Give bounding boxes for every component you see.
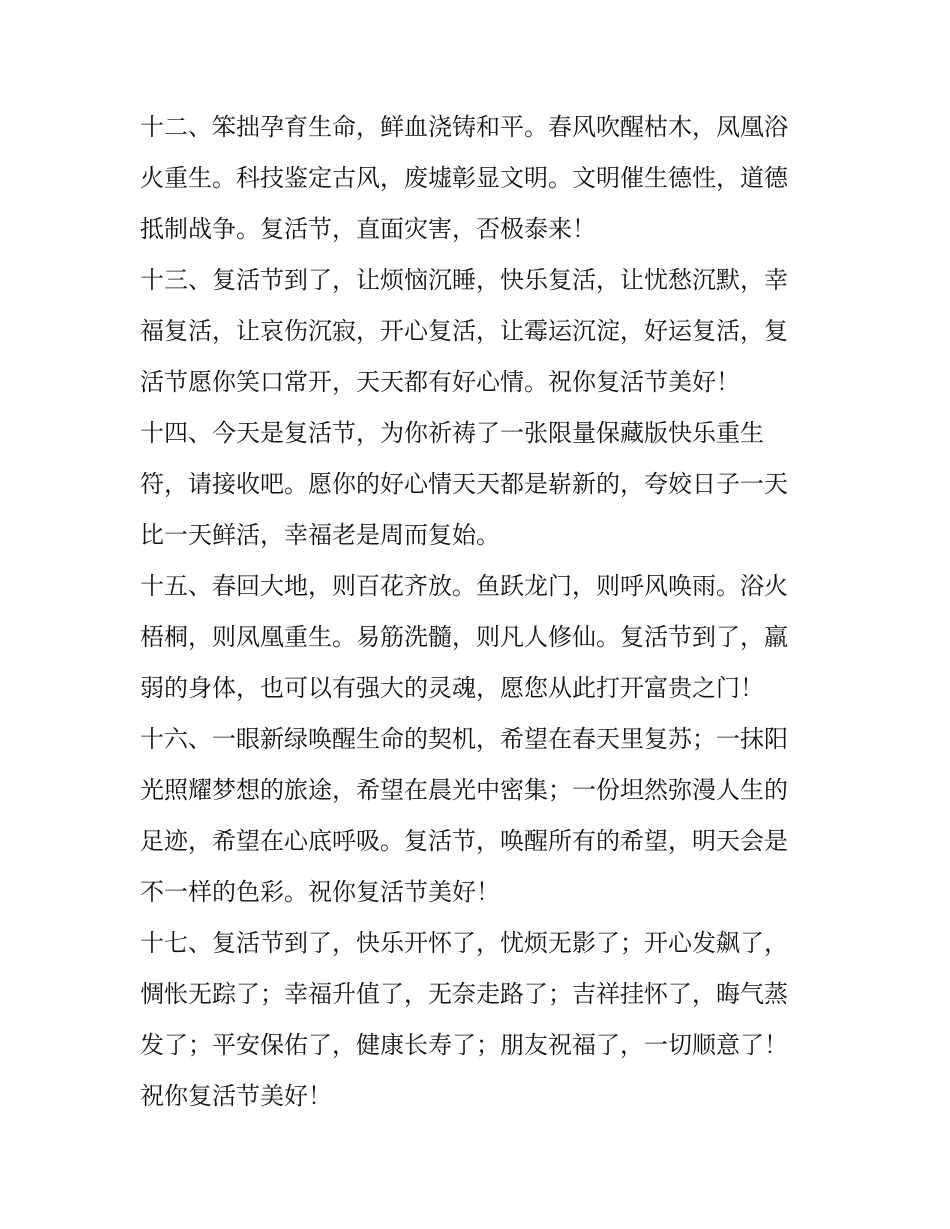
- paragraph-15-line-1: 十五、春回大地，则百花齐放。鱼跃龙门，则呼风唤雨。浴火: [140, 572, 788, 600]
- paragraph-14-line-3: 比一天鲜活，幸福老是周而复始。: [140, 521, 500, 549]
- paragraph-17-line-2: 惆怅无踪了；幸福升值了，无奈走路了；吉祥挂怀了，晦气蒸: [140, 980, 788, 1008]
- paragraph-12-line-2: 火重生。科技鉴定古风，废墟彰显文明。文明催生德性，道德: [140, 164, 788, 192]
- paragraph-13-line-2: 福复活，让哀伤沉寂，开心复活，让霉运沉淀，好运复活，复: [140, 317, 788, 345]
- document-body: [140, 102, 812, 1122]
- paragraph-12-line-1: 十二、笨拙孕育生命，鲜血浇铸和平。春风吹醒枯木，凤凰浴: [140, 113, 788, 141]
- paragraph-13-line-1: 十三、复活节到了，让烦恼沉睡，快乐复活，让忧愁沉默，幸: [140, 266, 788, 294]
- paragraph-16-line-3: 足迹，希望在心底呼吸。复活节，唤醒所有的希望，明天会是: [140, 827, 788, 855]
- paragraph-17-line-3: 发了；平安保佑了，健康长寿了；朋友祝福了，一切顺意了！: [140, 1031, 788, 1059]
- paragraph-15-line-3: 弱的身体，也可以有强大的灵魂，愿您从此打开富贵之门！: [140, 674, 764, 702]
- paragraph-17-line-4: 祝你复活节美好！: [140, 1082, 332, 1110]
- paragraph-17-line-1: 十七、复活节到了，快乐开怀了，忧烦无影了；开心发飙了，: [140, 929, 788, 957]
- paragraph-13-line-3: 活节愿你笑口常开，天天都有好心情。祝你复活节美好！: [140, 368, 740, 396]
- paragraph-14-line-2: 符，请接收吧。愿你的好心情天天都是崭新的，夸姣日子一天: [140, 470, 788, 498]
- paragraph-16-line-2: 光照耀梦想的旅途，希望在晨光中密集；一份坦然弥漫人生的: [140, 776, 788, 804]
- paragraph-16-line-4: 不一样的色彩。祝你复活节美好！: [140, 878, 500, 906]
- paragraph-16-line-1: 十六、一眼新绿唤醒生命的契机，希望在春天里复苏；一抹阳: [140, 725, 788, 753]
- paragraph-14-line-1: 十四、今天是复活节，为你祈祷了一张限量保藏版快乐重生: [140, 419, 764, 447]
- paragraph-15-line-2: 梧桐，则凤凰重生。易筋洗髓，则凡人修仙。复活节到了，羸: [140, 623, 788, 651]
- paragraph-12-line-3: 抵制战争。复活节，直面灾害，否极泰来！: [140, 215, 596, 243]
